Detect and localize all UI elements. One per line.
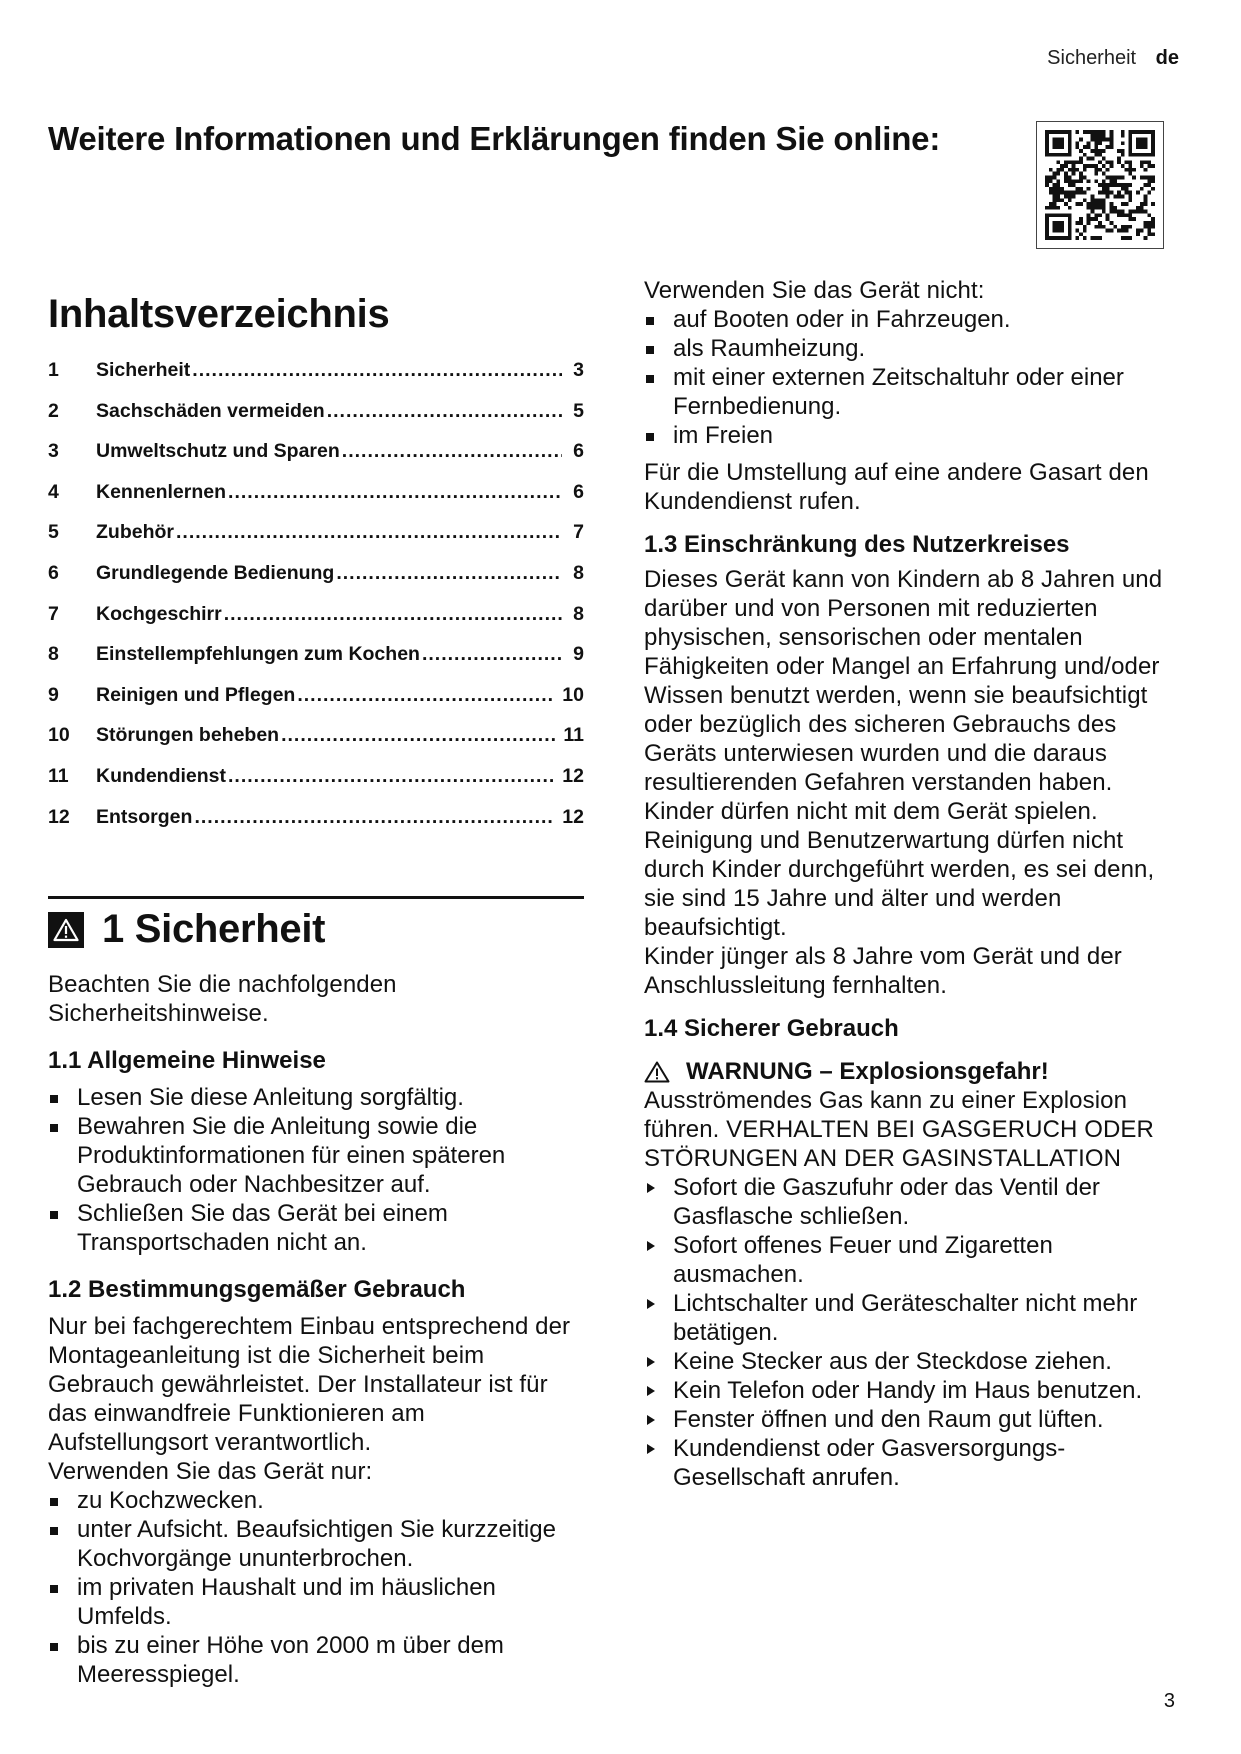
toc-entry[interactable] — [48, 684, 584, 725]
left-column — [48, 292, 584, 1689]
toc-entry-label: Reinigen und Pflegen — [96, 683, 296, 706]
list-item: im Freien — [644, 421, 1184, 450]
chapter-intro: Beachten Sie die nachfolgenden Sicherheitshinweise. — [48, 971, 397, 1028]
toc-list — [48, 359, 584, 846]
list-item: zu Kochzwecken. — [48, 1486, 584, 1515]
toc-entry[interactable] — [48, 806, 584, 847]
toc-entry-label: Kennenlernen — [96, 480, 227, 503]
toc-entry-number: 12 — [48, 805, 70, 828]
list-item: Lesen Sie diese Anleitung sorgfältig. — [48, 1083, 584, 1112]
do-not-use-lead: Verwenden Sie das Gerät nicht: — [644, 277, 985, 304]
children-play-paragraph: Kinder dürfen nicht mit dem Gerät spielen. — [644, 798, 1098, 825]
toc-entry-page: 6 — [573, 480, 584, 503]
toc-entry-label: Zubehör — [96, 521, 174, 544]
toc-entry-label: Sachschäden vermeiden — [96, 399, 325, 422]
toc-entry[interactable] — [48, 440, 584, 481]
toc-entry-number: 10 — [48, 724, 70, 747]
user-restriction-paragraph: Dieses Gerät kann von Kindern ab 8 Jahren und darüber und von Personen mit reduzierten physischen, sensorischen oder mentalen Fähigkeiten oder Mangel an Erfahrung und/oder Wissen benutzt werden, wenn sie beaufsichtigt oder bezüglich des sicheren Gebrauchs des Geräts unterwiesen wurden und die daraus resultierenden Gefahren verstanden haben. — [644, 566, 1163, 796]
toc-leader-dots — [228, 481, 562, 504]
toc-entry-page: 3 — [573, 359, 584, 381]
toc-entry-label: Kochgeschirr — [96, 602, 222, 625]
running-header — [1047, 47, 1179, 70]
toc-leader-dots — [422, 643, 562, 666]
list-item: unter Aufsicht. Beaufsichtigen Sie kurzzeitige Kochvorgänge ununterbrochen. — [48, 1515, 584, 1573]
toc-entry-page: 8 — [573, 602, 584, 625]
toc-entry-label: Umweltschutz und Sparen — [96, 440, 340, 463]
toc-entry-page: 10 — [562, 683, 584, 706]
toc-entry-number: 5 — [48, 521, 59, 544]
toc-entry-page: 8 — [573, 561, 584, 584]
list-item: Keine Stecker aus der Steckdose ziehen. — [644, 1347, 1184, 1376]
list-item: mit einer externen Zeitschaltuhr oder einer Fernbedienung. — [644, 363, 1184, 421]
warning-triangle-icon — [48, 912, 84, 948]
toc-entry-number: 1 — [48, 359, 59, 381]
list-item: Bewahren Sie die Anleitung sowie die Produktinformationen für einen späteren Gebrauch oder Nachbesitzer auf. — [48, 1112, 584, 1199]
toc-entry-label: Einstellempfehlungen zum Kochen — [96, 643, 420, 666]
toc-entry[interactable] — [48, 562, 584, 603]
list-item: Fenster öffnen und den Raum gut lüften. — [644, 1405, 1184, 1434]
header-section: Sicherheit — [1047, 47, 1137, 69]
qr-code-icon — [1036, 121, 1164, 249]
warning-text: Ausströmendes Gas kann zu einer Explosion führen. VERHALTEN BEI GASGERUCH ODER STÖRUNGEN AN DER GASINSTALLATION — [644, 1087, 1154, 1172]
list-item: Sofort die Gaszufuhr oder das Ventil der Gasflasche schließen. — [644, 1173, 1184, 1231]
toc-entry-number: 11 — [48, 764, 69, 787]
warning-triangle-icon — [644, 1061, 670, 1083]
qr-code-graphic — [1045, 130, 1155, 240]
page-number: 3 — [1163, 1690, 1175, 1712]
use-only-lead: Verwenden Sie das Gerät nur: — [48, 1458, 373, 1486]
toc-leader-dots — [327, 400, 562, 423]
children-distance-paragraph: Kinder jünger als 8 Jahre vom Gerät und der Anschlussleitung fernhalten. — [644, 943, 1122, 999]
list-item: Lichtschalter und Geräteschalter nicht mehr betätigen. — [644, 1289, 1184, 1347]
list-item: Kundendienst oder Gasversorgungs-Gesellschaft anrufen. — [644, 1434, 1184, 1492]
section-1-3-title: 1.3 Einschränkung des Nutzerkreises — [644, 531, 1070, 558]
section-1-4-title: 1.4 Sicherer Gebrauch — [644, 1015, 899, 1042]
toc-leader-dots — [228, 765, 554, 788]
warning-heading — [644, 1057, 1184, 1086]
toc-entry-label: Entsorgen — [96, 805, 193, 828]
list-item: Kein Telefon oder Handy im Haus benutzen. — [644, 1376, 1184, 1405]
toc-entry-number: 9 — [48, 683, 59, 706]
list-item: Schließen Sie das Gerät bei einem Transportschaden nicht an. — [48, 1199, 584, 1257]
toc-entry-number: 7 — [48, 602, 59, 625]
toc-entry-page: 6 — [573, 440, 584, 463]
list-item: als Raumheizung. — [644, 334, 1184, 363]
section-1-1-title: 1.1 Allgemeine Hinweise — [48, 1047, 326, 1075]
toc-leader-dots — [281, 724, 555, 747]
installation-paragraph: Nur bei fachgerechtem Einbau entsprechend der Montageanleitung ist die Sicherheit beim Gebrauch gewährleistet. Der Installateur ist für das einwandfreie Funktionieren am Aufstellungsort verantwortlich. — [48, 1313, 571, 1457]
toc-entry-label: Sicherheit — [96, 359, 191, 381]
header-language: de — [1155, 47, 1179, 69]
toc-leader-dots — [297, 684, 554, 707]
online-info-heading: Weitere Informationen und Erklärungen finden Sie online: — [48, 120, 941, 157]
gas-conversion-note: Für die Umstellung auf eine andere Gasart den Kundendienst rufen. — [644, 459, 1149, 515]
toc-entry[interactable] — [48, 765, 584, 806]
toc-entry-page: 9 — [573, 643, 584, 666]
section-1-2-title: 1.2 Bestimmungsgemäßer Gebrauch — [48, 1276, 466, 1304]
toc-entry-number: 2 — [48, 399, 59, 422]
toc-entry-label: Kundendienst — [96, 764, 226, 787]
toc-entry-page: 12 — [562, 805, 584, 828]
toc-entry-page: 5 — [573, 399, 584, 422]
gas-smell-steps-list — [644, 1173, 1184, 1492]
use-only-list — [48, 1486, 584, 1689]
cleaning-paragraph: Reinigung und Benutzerwartung dürfen nicht durch Kinder durchgeführt werden, es sei denn, sie sind 15 Jahre und älter und werden beaufsichtigt. — [644, 827, 1155, 941]
toc-title: Inhaltsverzeichnis — [48, 292, 390, 336]
toc-entry[interactable] — [48, 359, 584, 400]
toc-leader-dots — [192, 359, 562, 382]
toc-leader-dots — [194, 806, 554, 829]
toc-entry-page: 12 — [562, 764, 584, 787]
list-item: auf Booten oder in Fahrzeugen. — [644, 305, 1184, 334]
chapter-heading — [48, 896, 584, 952]
toc-entry-number: 3 — [48, 440, 59, 463]
toc-entry[interactable] — [48, 521, 584, 562]
toc-leader-dots — [224, 603, 562, 626]
toc-leader-dots — [176, 521, 562, 544]
toc-leader-dots — [336, 562, 562, 585]
toc-entry-number: 8 — [48, 643, 59, 666]
list-item: im privaten Haushalt und im häuslichen Umfelds. — [48, 1573, 584, 1631]
toc-entry[interactable] — [48, 400, 584, 441]
toc-entry-label: Grundlegende Bedienung — [96, 561, 335, 584]
do-not-use-list — [644, 305, 1184, 450]
toc-entry-page: 7 — [573, 521, 584, 544]
toc-leader-dots — [342, 440, 562, 463]
list-item: bis zu einer Höhe von 2000 m über dem Meeresspiegel. — [48, 1631, 584, 1689]
toc-entry[interactable] — [48, 481, 584, 522]
general-notes-list — [48, 1083, 584, 1257]
toc-entry-number: 4 — [48, 480, 59, 503]
right-column — [644, 276, 1184, 1492]
toc-entry[interactable] — [48, 643, 584, 684]
list-item: Sofort offenes Feuer und Zigaretten ausmachen. — [644, 1231, 1184, 1289]
toc-entry[interactable] — [48, 603, 584, 644]
toc-entry-number: 6 — [48, 561, 59, 584]
toc-entry-page: 11 — [563, 724, 584, 747]
chapter-title: 1 Sicherheit — [102, 907, 326, 952]
warning-title: WARNUNG – Explosionsgefahr! — [686, 1058, 1049, 1085]
toc-entry-label: Störungen beheben — [96, 724, 280, 747]
toc-entry[interactable] — [48, 724, 584, 765]
